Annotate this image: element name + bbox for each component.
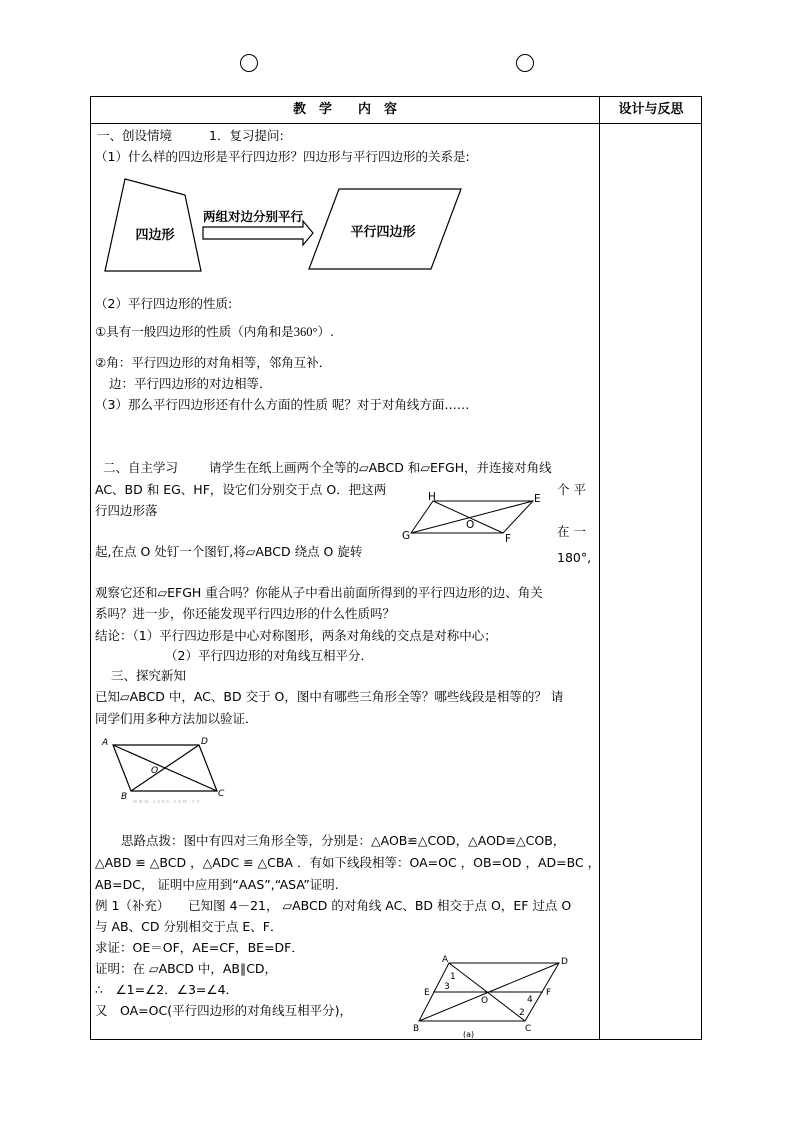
binding-hole-right	[516, 54, 534, 72]
sec3-h1: 思路点拨：图中有四对三角形全等，分别是：△AOB≌△COD，△AOD≌△COB，	[121, 833, 566, 848]
quadrilateral-label: 四边形	[135, 228, 175, 243]
content-header: 教 学 内 容	[292, 102, 397, 117]
sec2-c2: （2）平行四边形的对角线互相平分．	[165, 648, 373, 663]
sec1-q3: （3）那么平行四边形还有什么方面的性质 呢？对于对角线方面……	[95, 397, 470, 412]
sec2-l1: 请学生在纸上画两个全等的▱ABCD 和▱EFGH，并连接对角线	[209, 460, 552, 475]
sec1-title: 一、创设情境	[97, 128, 173, 143]
sec3-h2: △ABD ≌ △BCD ，△ADC ≌ △CBA ．有如下线段相等：OA=OC ，OB=OD ，AD=BC ，	[95, 855, 601, 870]
angle-4: 4	[527, 995, 533, 1005]
sec3-l1: 已知▱ABCD 中，AC、BD 交于 O，图中有哪些三角形全等？哪些线段是相等的？ 请	[95, 689, 564, 704]
label-E: E	[424, 988, 430, 998]
label-O: O	[466, 519, 475, 531]
sec2-l3b: 在 一	[557, 524, 586, 539]
sec2-c1: 结论：（1）平行四边形是中心对称图形，两条对角线的交点是对称中心；	[95, 628, 497, 643]
sec2-title: 二、自主学习	[103, 460, 179, 475]
angle-3: 3	[444, 982, 450, 992]
header-divider	[91, 123, 701, 124]
arrow-shape	[203, 221, 313, 245]
label-D: D	[201, 737, 208, 747]
sec1-p1	[95, 324, 334, 340]
label-H: H	[428, 491, 436, 503]
sec1-p3: 边：平行四边形的对边相等．	[109, 376, 272, 391]
sec2-l4b: 180°,	[557, 550, 592, 565]
sec1-q2: （2）平行四边形的性质:	[95, 296, 233, 311]
sec2-l2a: AC、BD 和 EG、HF，设它们分别交于点 O．把这两	[95, 482, 387, 497]
sec1-p2: ②角：平行四边形的对角相等，邻角互补．	[95, 355, 332, 370]
angle-1: 1	[450, 972, 456, 982]
sec2-l3a: 行四边形落	[95, 503, 158, 518]
arrow-label: 两组对边分别平行	[202, 209, 304, 224]
p1-text: ①具有一般四边形的性质（内角和是	[95, 324, 294, 339]
label-C: C	[218, 789, 225, 799]
label-A: A	[442, 955, 449, 965]
efgh-figure	[399, 489, 549, 547]
label-B: B	[121, 792, 128, 802]
label-O: O	[481, 996, 489, 1006]
column-divider	[599, 97, 600, 1039]
label-O: O	[151, 766, 159, 776]
reflection-header: 设计与反思	[618, 102, 684, 117]
example-figure	[413, 953, 571, 1039]
sec3-title: 三、探究新知	[111, 668, 187, 683]
sec1-item1: 1．复习提问:	[209, 128, 284, 143]
example-l4: 证明：在 ▱ABCD 中，AB∥CD，	[95, 961, 278, 976]
sec2-l5: 观察它还和▱EFGH 重合吗？你能从子中看出前面所得到的平行四边形的边、角关	[95, 585, 543, 600]
example-l1: 例 1（补充） 已知图 4－21， ▱ABCD 的对角线 AC、BD 相交于点 O，EF 过点 O	[95, 898, 572, 913]
sec2-l4: 起,在点 O 处钉一个图钉,将▱ABCD 绕点 O 旋转	[95, 544, 363, 559]
example-l2: 与 AB、CD 分别相交于点 E、F．	[95, 919, 283, 934]
label-B: B	[413, 1024, 420, 1034]
diagonal-bd	[131, 745, 199, 791]
watermark: w w w . c s x s . c o m . c n	[133, 799, 200, 805]
sec3-h3: AB=DC， 证明中应用到“AAS”,“ASA”证明.	[95, 877, 339, 892]
label-G: G	[402, 530, 411, 542]
p1-value: 360°	[293, 325, 318, 339]
example-l6: 又 OA=OC(平行四边形的对角线互相平分)，	[95, 1003, 352, 1018]
p1-end: ）.	[317, 324, 334, 339]
label-C: C	[525, 1024, 532, 1034]
angle-2: 2	[519, 1008, 525, 1018]
lesson-table	[90, 96, 702, 1040]
figure-caption: (a)	[463, 1030, 475, 1039]
example-l3: 求证：OE＝OF，AE=CF，BE=DF．	[95, 940, 304, 955]
sec2-l2b: 个 平	[557, 482, 586, 497]
abcd-figure	[99, 735, 229, 807]
label-F: F	[546, 988, 552, 998]
quadrilateral-diagram	[99, 175, 465, 275]
label-A: A	[102, 738, 109, 748]
binding-hole-left	[240, 54, 258, 72]
parallelogram-label: 平行四边形	[350, 225, 416, 240]
label-D: D	[561, 957, 568, 967]
label-F: F	[505, 533, 512, 545]
quadrilateral-shape	[105, 179, 201, 271]
label-E: E	[534, 493, 541, 505]
example-l5: ∴ ∠1=∠2．∠3=∠4．	[95, 982, 239, 997]
sec2-l6: 系吗？进一步，你还能发现平行四边形的什么性质吗？	[95, 606, 396, 621]
sec3-l2: 同学们用多种方法加以验证．	[95, 711, 258, 726]
sec1-q1: （1）什么样的四边形是平行四边形？四边形与平行四边形的关系是:	[95, 149, 470, 164]
